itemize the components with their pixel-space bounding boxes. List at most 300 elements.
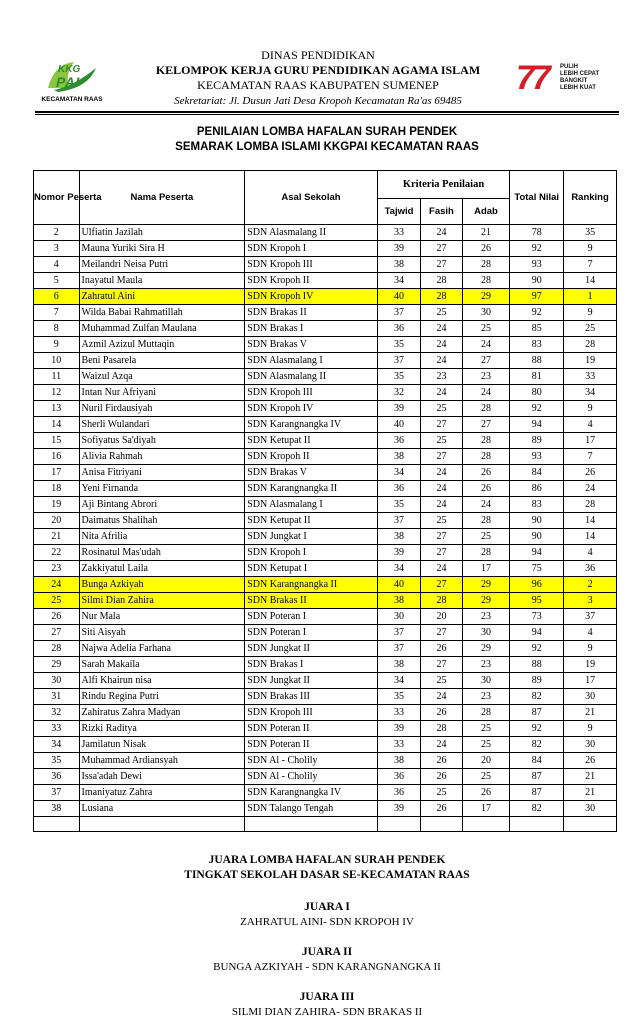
cell-nomor: 22 <box>34 545 80 561</box>
score-table <box>33 170 617 832</box>
cell-nomor: 7 <box>34 305 80 321</box>
cell-total: 90 <box>510 273 564 289</box>
header-nomor-peserta: Nomor Peserta <box>34 171 80 225</box>
table-row <box>34 737 617 753</box>
cell-fasih: 27 <box>421 545 462 561</box>
cell-nama: Silmi Dian Zahira <box>79 593 245 609</box>
header-fasih: Fasih <box>421 199 462 225</box>
score-table-body <box>34 225 617 832</box>
cell-adab: 27 <box>462 417 510 433</box>
cell-fasih: 24 <box>421 353 462 369</box>
cell-adab: 28 <box>462 273 510 289</box>
cell-total: 87 <box>510 785 564 801</box>
table-row <box>34 673 617 689</box>
cell-nomor: 8 <box>34 321 80 337</box>
empty-cell <box>510 817 564 832</box>
cell-nomor: 5 <box>34 273 80 289</box>
cell-total: 83 <box>510 337 564 353</box>
cell-fasih: 25 <box>421 305 462 321</box>
cell-nomor: 23 <box>34 561 80 577</box>
cell-ranking: 14 <box>564 513 617 529</box>
cell-adab: 29 <box>462 593 510 609</box>
cell-fasih: 28 <box>421 289 462 305</box>
winners-title-line2: TINGKAT SEKOLAH DASAR SE-KECAMATAN RAAS <box>184 869 470 881</box>
cell-ranking: 33 <box>564 369 617 385</box>
cell-nama: Rizki Raditya <box>79 721 245 737</box>
logo-left-main: PAI <box>56 74 80 90</box>
cell-adab: 28 <box>462 513 510 529</box>
table-row <box>34 641 617 657</box>
cell-total: 84 <box>510 753 564 769</box>
cell-nomor: 26 <box>34 609 80 625</box>
cell-fasih: 26 <box>421 801 462 817</box>
cell-fasih: 24 <box>421 321 462 337</box>
cell-asal: SDN Karangnangka II <box>245 481 378 497</box>
cell-fasih: 25 <box>421 513 462 529</box>
cell-total: 96 <box>510 577 564 593</box>
cell-adab: 29 <box>462 577 510 593</box>
cell-nama: Sarah Makaila <box>79 657 245 673</box>
cell-tajwid: 40 <box>377 289 420 305</box>
cell-ranking: 24 <box>564 481 617 497</box>
cell-asal: SDN Alasmalang II <box>245 369 378 385</box>
table-row <box>34 513 617 529</box>
cell-nomor: 6 <box>34 289 80 305</box>
cell-tajwid: 33 <box>377 737 420 753</box>
cell-total: 84 <box>510 465 564 481</box>
table-row <box>34 785 617 801</box>
cell-asal: SDN Kropoh III <box>245 385 378 401</box>
cell-ranking: 34 <box>564 385 617 401</box>
empty-cell <box>421 817 462 832</box>
letterhead-divider-thin <box>35 114 619 115</box>
cell-fasih: 24 <box>421 497 462 513</box>
cell-total: 87 <box>510 705 564 721</box>
cell-tajwid: 33 <box>377 225 420 241</box>
cell-ranking: 9 <box>564 401 617 417</box>
table-row <box>34 289 617 305</box>
cell-ranking: 4 <box>564 545 617 561</box>
cell-asal: SDN Kropoh II <box>245 449 378 465</box>
table-row <box>34 625 617 641</box>
table-row <box>34 545 617 561</box>
empty-cell <box>462 817 510 832</box>
cell-nama: Jamilatun Nisak <box>79 737 245 753</box>
kkg-pai-emblem-icon <box>44 58 100 94</box>
table-row <box>34 753 617 769</box>
cell-total: 94 <box>510 625 564 641</box>
cell-adab: 25 <box>462 769 510 785</box>
cell-nama: Nur Mala <box>79 609 245 625</box>
table-row <box>34 417 617 433</box>
table-row <box>34 689 617 705</box>
cell-ranking: 9 <box>564 641 617 657</box>
cell-tajwid: 36 <box>377 481 420 497</box>
table-row <box>34 257 617 273</box>
cell-nomor: 13 <box>34 401 80 417</box>
empty-cell <box>564 817 617 832</box>
cell-fasih: 27 <box>421 241 462 257</box>
table-row <box>34 593 617 609</box>
cell-tajwid: 38 <box>377 753 420 769</box>
cell-ranking: 37 <box>564 609 617 625</box>
cell-asal: SDN Ketupat II <box>245 513 378 529</box>
cell-ranking: 2 <box>564 577 617 593</box>
cell-ranking: 28 <box>564 337 617 353</box>
cell-nama: Zahratul Aini <box>79 289 245 305</box>
cell-nomor: 18 <box>34 481 80 497</box>
cell-ranking: 26 <box>564 465 617 481</box>
cell-tajwid: 35 <box>377 689 420 705</box>
cell-nama: Mauna Yuriki Sira H <box>79 241 245 257</box>
cell-asal: SDN Jungkat I <box>245 529 378 545</box>
cell-adab: 17 <box>462 561 510 577</box>
cell-tajwid: 30 <box>377 609 420 625</box>
hut-ri-77-logo <box>516 58 616 102</box>
cell-nomor: 28 <box>34 641 80 657</box>
cell-ranking: 26 <box>564 753 617 769</box>
cell-nomor: 37 <box>34 785 80 801</box>
cell-asal: SDN Brakas II <box>245 593 378 609</box>
cell-adab: 30 <box>462 625 510 641</box>
cell-tajwid: 37 <box>377 641 420 657</box>
cell-nama: Bunga Azkiyah <box>79 577 245 593</box>
cell-nomor: 29 <box>34 657 80 673</box>
cell-total: 93 <box>510 257 564 273</box>
winners-section <box>35 853 619 1020</box>
winner-3-rank: JUARA III <box>299 991 355 1003</box>
cell-fasih: 27 <box>421 577 462 593</box>
cell-fasih: 27 <box>421 449 462 465</box>
document-title <box>35 125 619 155</box>
cell-nama: Alfi Khairun nisa <box>79 673 245 689</box>
table-row <box>34 481 617 497</box>
cell-asal: SDN Poteran I <box>245 609 378 625</box>
cell-tajwid: 38 <box>377 657 420 673</box>
cell-total: 83 <box>510 497 564 513</box>
cell-nama: Zahiratus Zahra Madyan <box>79 705 245 721</box>
cell-nomor: 27 <box>34 625 80 641</box>
cell-ranking: 21 <box>564 785 617 801</box>
cell-asal: SDN Kropoh I <box>245 241 378 257</box>
table-row <box>34 321 617 337</box>
cell-nama: Beni Pasarela <box>79 353 245 369</box>
cell-fasih: 27 <box>421 257 462 273</box>
cell-adab: 29 <box>462 289 510 305</box>
cell-asal: SDN Al - Cholily <box>245 753 378 769</box>
cell-nomor: 17 <box>34 465 80 481</box>
cell-ranking: 4 <box>564 417 617 433</box>
cell-asal: SDN Alasmalang I <box>245 353 378 369</box>
letterhead-organization: KELOMPOK KERJA GURU PENDIDIKAN AGAMA ISLAM <box>155 63 481 77</box>
cell-nama: Daimatus Shalihah <box>79 513 245 529</box>
cell-asal: SDN Karangnangka II <box>245 577 378 593</box>
logo-left-top: KKG <box>58 64 81 75</box>
cell-fasih: 27 <box>421 417 462 433</box>
cell-total: 92 <box>510 305 564 321</box>
cell-asal: SDN Kropoh III <box>245 257 378 273</box>
cell-nama: Siti Aisyah <box>79 625 245 641</box>
cell-adab: 23 <box>462 657 510 673</box>
cell-ranking: 21 <box>564 769 617 785</box>
cell-ranking: 30 <box>564 689 617 705</box>
empty-cell <box>34 817 80 832</box>
cell-nomor: 3 <box>34 241 80 257</box>
table-row <box>34 305 617 321</box>
cell-ranking: 7 <box>564 257 617 273</box>
empty-cell <box>377 817 420 832</box>
cell-nama: Waizul Azqa <box>79 369 245 385</box>
cell-total: 89 <box>510 433 564 449</box>
cell-nomor: 35 <box>34 753 80 769</box>
cell-nomor: 12 <box>34 385 80 401</box>
cell-total: 92 <box>510 401 564 417</box>
cell-fasih: 27 <box>421 657 462 673</box>
cell-nama: Nita Afrilia <box>79 529 245 545</box>
cell-asal: SDN Kropoh I <box>245 545 378 561</box>
cell-total: 73 <box>510 609 564 625</box>
cell-fasih: 27 <box>421 529 462 545</box>
cell-asal: SDN Karangnangka IV <box>245 417 378 433</box>
cell-nomor: 36 <box>34 769 80 785</box>
cell-adab: 20 <box>462 753 510 769</box>
cell-ranking: 35 <box>564 225 617 241</box>
document-title-line2: SEMARAK LOMBA ISLAMI KKGPAI KECAMATAN RAAS <box>175 141 479 153</box>
cell-total: 81 <box>510 369 564 385</box>
cell-tajwid: 32 <box>377 385 420 401</box>
table-row <box>34 721 617 737</box>
letterhead-address: Sekretariat: Jl. Dusun Jati Desa Kropoh Kecamatan Ra'as 69485 <box>174 95 462 107</box>
cell-nama: Meilandri Neisa Putri <box>79 257 245 273</box>
table-row <box>34 497 617 513</box>
winner-2-rank: JUARA II <box>301 946 353 958</box>
cell-fasih: 24 <box>421 561 462 577</box>
cell-fasih: 28 <box>421 721 462 737</box>
cell-nomor: 14 <box>34 417 80 433</box>
cell-ranking: 1 <box>564 289 617 305</box>
table-row <box>34 241 617 257</box>
cell-nomor: 20 <box>34 513 80 529</box>
cell-total: 95 <box>510 593 564 609</box>
cell-asal: SDN Poteran I <box>245 625 378 641</box>
table-row <box>34 705 617 721</box>
table-row <box>34 529 617 545</box>
cell-fasih: 28 <box>421 593 462 609</box>
table-row <box>34 801 617 817</box>
cell-ranking: 9 <box>564 721 617 737</box>
cell-asal: SDN Jungkat II <box>245 641 378 657</box>
cell-nama: Wilda Babai Rahmatillah <box>79 305 245 321</box>
cell-ranking: 9 <box>564 241 617 257</box>
cell-adab: 28 <box>462 545 510 561</box>
cell-asal: SDN Talango Tengah <box>245 801 378 817</box>
cell-nama: Sherli Wulandari <box>79 417 245 433</box>
cell-nama: Aji Bintang Abrori <box>79 497 245 513</box>
cell-asal: SDN Brakas II <box>245 305 378 321</box>
cell-asal: SDN Alasmalang II <box>245 225 378 241</box>
table-row <box>34 353 617 369</box>
cell-total: 78 <box>510 225 564 241</box>
cell-tajwid: 38 <box>377 449 420 465</box>
cell-ranking: 25 <box>564 321 617 337</box>
letterhead-agency: DINAS PENDIDIKAN <box>261 48 375 62</box>
cell-total: 97 <box>510 289 564 305</box>
empty-cell <box>245 817 378 832</box>
letterhead <box>118 48 518 109</box>
cell-nomor: 21 <box>34 529 80 545</box>
cell-tajwid: 38 <box>377 529 420 545</box>
cell-ranking: 14 <box>564 529 617 545</box>
cell-fasih: 24 <box>421 481 462 497</box>
cell-adab: 24 <box>462 337 510 353</box>
cell-total: 93 <box>510 449 564 465</box>
cell-ranking: 14 <box>564 273 617 289</box>
cell-nama: Anisa Fitriyani <box>79 465 245 481</box>
winner-1-name: ZAHRATUL AINI- SDN KROPOH IV <box>240 916 414 928</box>
cell-adab: 26 <box>462 785 510 801</box>
cell-ranking: 17 <box>564 433 617 449</box>
cell-nomor: 10 <box>34 353 80 369</box>
cell-asal: SDN Poteran II <box>245 737 378 753</box>
cell-nomor: 19 <box>34 497 80 513</box>
cell-nama: Nuril Firdausiyah <box>79 401 245 417</box>
cell-tajwid: 34 <box>377 561 420 577</box>
cell-adab: 23 <box>462 369 510 385</box>
kkg-pai-logo <box>37 58 107 103</box>
header-total-nilai: Total Nilai <box>510 171 564 225</box>
cell-tajwid: 37 <box>377 353 420 369</box>
cell-total: 82 <box>510 689 564 705</box>
cell-fasih: 26 <box>421 753 462 769</box>
cell-ranking: 21 <box>564 705 617 721</box>
cell-total: 89 <box>510 673 564 689</box>
cell-asal: SDN Poteran II <box>245 721 378 737</box>
cell-adab: 21 <box>462 225 510 241</box>
cell-adab: 30 <box>462 305 510 321</box>
cell-tajwid: 36 <box>377 321 420 337</box>
logo-right-text-line: LEBIH CEPAT <box>560 71 600 77</box>
cell-fasih: 27 <box>421 625 462 641</box>
table-row <box>34 657 617 673</box>
header-nama-peserta: Nama Peserta <box>79 171 245 225</box>
table-row <box>34 609 617 625</box>
cell-nama: Inayatul Maula <box>79 273 245 289</box>
cell-nomor: 4 <box>34 257 80 273</box>
table-row <box>34 385 617 401</box>
cell-tajwid: 35 <box>377 337 420 353</box>
winner-2-name: BUNGA AZKIYAH - SDN KARANGNANGKA II <box>213 961 441 973</box>
table-row <box>34 337 617 353</box>
cell-fasih: 25 <box>421 673 462 689</box>
cell-nama: Rindu Regina Putri <box>79 689 245 705</box>
cell-adab: 27 <box>462 353 510 369</box>
logo-right-text <box>560 64 599 92</box>
cell-fasih: 25 <box>421 785 462 801</box>
cell-adab: 26 <box>462 241 510 257</box>
cell-asal: SDN Kropoh II <box>245 273 378 289</box>
cell-ranking: 30 <box>564 737 617 753</box>
cell-fasih: 24 <box>421 465 462 481</box>
cell-ranking: 19 <box>564 657 617 673</box>
document-title-line1: PENILAIAN LOMBA HAFALAN SURAH PENDEK <box>196 126 458 138</box>
cell-asal: SDN Brakas V <box>245 465 378 481</box>
cell-tajwid: 39 <box>377 545 420 561</box>
cell-adab: 30 <box>462 673 510 689</box>
cell-nomor: 2 <box>34 225 80 241</box>
cell-tajwid: 40 <box>377 577 420 593</box>
table-row <box>34 465 617 481</box>
cell-tajwid: 35 <box>377 497 420 513</box>
cell-nomor: 9 <box>34 337 80 353</box>
cell-tajwid: 40 <box>377 417 420 433</box>
cell-asal: SDN Brakas III <box>245 689 378 705</box>
empty-cell <box>79 817 245 832</box>
cell-adab: 26 <box>462 465 510 481</box>
cell-fasih: 24 <box>421 689 462 705</box>
cell-fasih: 26 <box>421 641 462 657</box>
cell-adab: 17 <box>462 801 510 817</box>
cell-nomor: 34 <box>34 737 80 753</box>
cell-adab: 28 <box>462 705 510 721</box>
cell-nama: Imaniyatuz Zahra <box>79 785 245 801</box>
cell-nomor: 30 <box>34 673 80 689</box>
cell-fasih: 25 <box>421 401 462 417</box>
letterhead-district: KECAMATAN RAAS KABUPATEN SUMENEP <box>197 78 439 92</box>
cell-fasih: 20 <box>421 609 462 625</box>
cell-tajwid: 37 <box>377 625 420 641</box>
header-adab: Adab <box>462 199 510 225</box>
cell-nama: Muhammad Zulfan Maulana <box>79 321 245 337</box>
cell-tajwid: 38 <box>377 593 420 609</box>
header-ranking: Ranking <box>564 171 617 225</box>
cell-tajwid: 39 <box>377 241 420 257</box>
cell-total: 92 <box>510 241 564 257</box>
cell-total: 90 <box>510 513 564 529</box>
cell-total: 82 <box>510 737 564 753</box>
table-row <box>34 401 617 417</box>
cell-adab: 25 <box>462 737 510 753</box>
cell-tajwid: 37 <box>377 305 420 321</box>
cell-nomor: 16 <box>34 449 80 465</box>
cell-asal: SDN Brakas V <box>245 337 378 353</box>
cell-total: 87 <box>510 769 564 785</box>
cell-asal: SDN Al - Cholily <box>245 769 378 785</box>
cell-tajwid: 33 <box>377 705 420 721</box>
cell-nama: Ulfiatin Jazilah <box>79 225 245 241</box>
cell-tajwid: 37 <box>377 513 420 529</box>
cell-total: 92 <box>510 641 564 657</box>
cell-total: 90 <box>510 529 564 545</box>
cell-tajwid: 39 <box>377 721 420 737</box>
cell-nama: Zakkiyatul Laila <box>79 561 245 577</box>
cell-adab: 24 <box>462 385 510 401</box>
cell-tajwid: 34 <box>377 273 420 289</box>
header-tajwid: Tajwid <box>377 199 420 225</box>
cell-total: 88 <box>510 353 564 369</box>
cell-nama: Intan Nur Afriyani <box>79 385 245 401</box>
cell-asal: SDN Karangnangka IV <box>245 785 378 801</box>
cell-asal: SDN Alasmalang I <box>245 497 378 513</box>
cell-asal: SDN Kropoh III <box>245 705 378 721</box>
logo-right-text-line: LEBIH KUAT <box>560 85 596 91</box>
cell-asal: SDN Ketupat I <box>245 561 378 577</box>
cell-ranking: 28 <box>564 497 617 513</box>
cell-nomor: 15 <box>34 433 80 449</box>
table-row <box>34 769 617 785</box>
cell-ranking: 3 <box>564 593 617 609</box>
cell-tajwid: 39 <box>377 801 420 817</box>
cell-nama: Lusiana <box>79 801 245 817</box>
